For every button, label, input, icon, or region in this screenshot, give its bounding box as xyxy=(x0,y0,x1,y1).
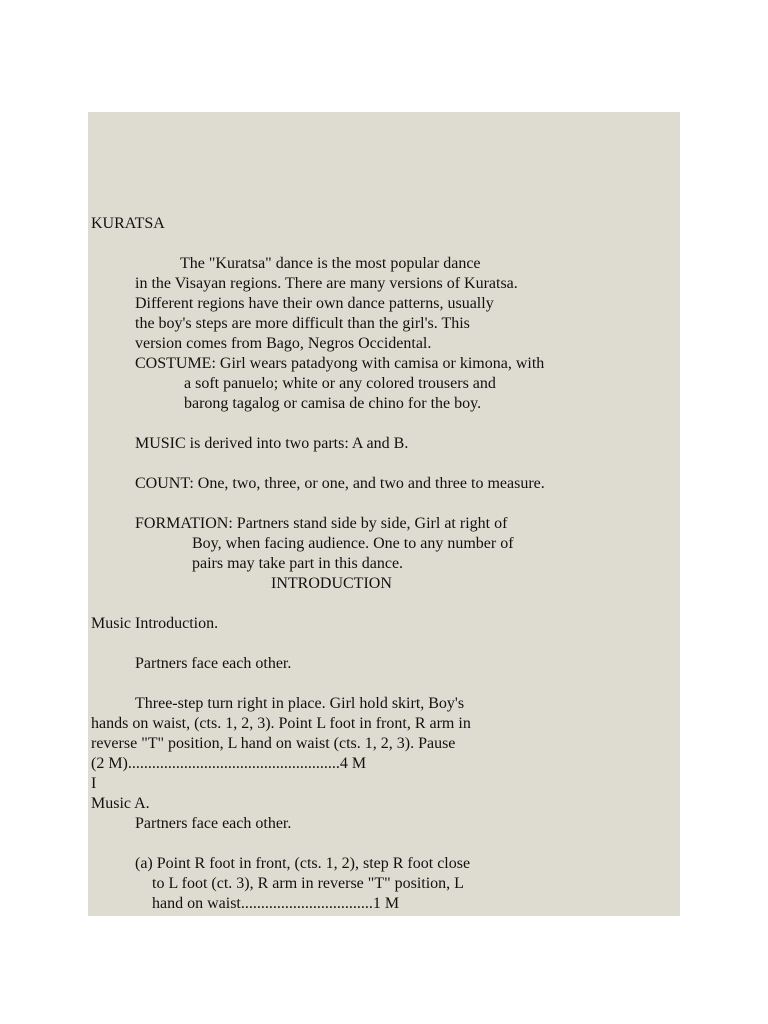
partners-face-line: Partners face each other. xyxy=(135,815,292,832)
three-step-line: hands on waist, (cts. 1, 2, 3). Point L foot in front, R arm in xyxy=(91,715,471,732)
part-numeral: I xyxy=(91,775,97,792)
music-introduction-line: Music Introduction. xyxy=(91,615,219,632)
music-a-line: Music A. xyxy=(91,795,150,812)
music-line: MUSIC is derived into two parts: A and B. xyxy=(135,435,409,452)
costume-line: barong tagalog or camisa de chino for the boy. xyxy=(184,395,482,412)
document-title: KURATSA xyxy=(91,215,165,232)
formation-line: FORMATION: Partners stand side by side, Girl at right of xyxy=(135,515,508,532)
step-a-line: (a) Point R foot in front, (cts. 1, 2), step R foot close xyxy=(135,855,471,872)
three-step-line: reverse "T" position, L hand on waist (cts. 1, 2, 3). Pause xyxy=(91,735,456,752)
intro-line: in the Visayan regions. There are many versions of Kuratsa. xyxy=(135,275,518,292)
introduction-heading: INTRODUCTION xyxy=(271,575,392,592)
intro-line: Different regions have their own dance patterns, usually xyxy=(135,295,494,312)
partners-face-line: Partners face each other. xyxy=(135,655,292,672)
intro-line: the boy's steps are more difficult than the girl's. This xyxy=(135,315,470,332)
three-step-line: (2 M).....................................................4 M xyxy=(91,755,367,772)
step-a-line: hand on waist.................................1 M xyxy=(152,895,400,912)
count-line: COUNT: One, two, three, or one, and two and three to measure. xyxy=(135,475,545,492)
intro-line: The "Kuratsa" dance is the most popular dance xyxy=(180,255,481,272)
step-a-line: to L foot (ct. 3), R arm in reverse "T" position, L xyxy=(152,875,464,892)
three-step-line: Three-step turn right in place. Girl hold skirt, Boy's xyxy=(135,695,465,712)
formation-line: pairs may take part in this dance. xyxy=(192,555,404,572)
formation-line: Boy, when facing audience. One to any number of xyxy=(192,535,514,552)
costume-line: COSTUME: Girl wears patadyong with camisa or kimona, with xyxy=(135,355,545,372)
intro-line: version comes from Bago, Negros Occidental. xyxy=(135,335,432,352)
costume-line: a soft panuelo; white or any colored trousers and xyxy=(184,375,496,392)
document-page xyxy=(88,112,680,916)
